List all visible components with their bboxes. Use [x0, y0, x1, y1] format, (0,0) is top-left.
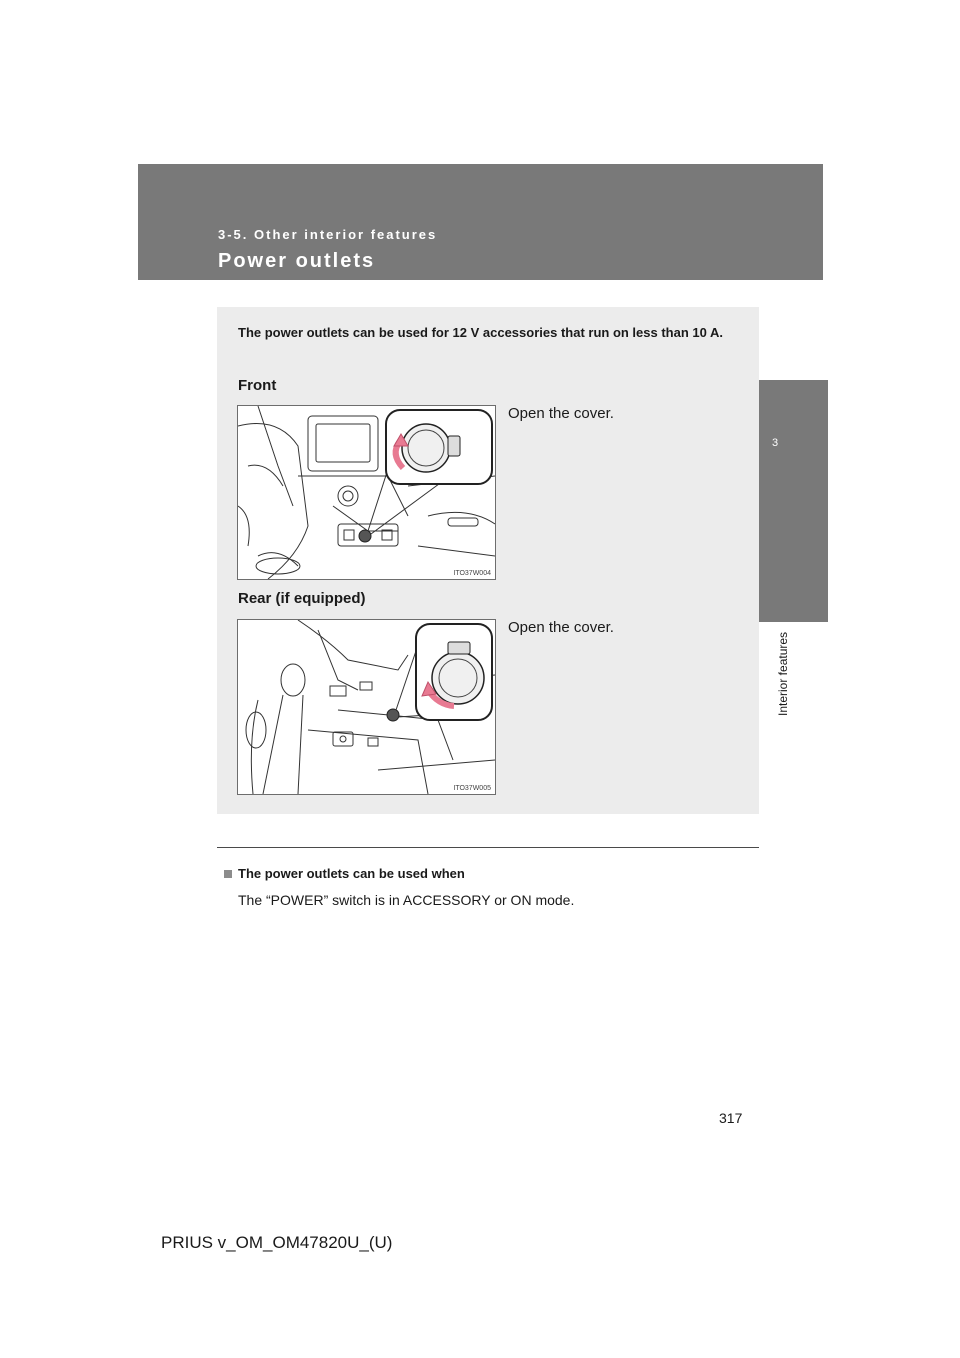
page-title: Power outlets: [218, 250, 376, 272]
note-body: The “POWER” switch is in ACCESSORY or ON mode.: [238, 892, 575, 908]
square-bullet-icon: [224, 870, 232, 878]
section-label: 3-5. Other interior features: [218, 227, 438, 242]
chapter-tab-number: 3: [772, 437, 779, 449]
chapter-tab-label: Interior features: [776, 632, 790, 717]
front-heading: Front: [238, 377, 277, 394]
front-instruction: Open the cover.: [508, 405, 614, 422]
front-figure-code: ITO37W004: [453, 570, 491, 577]
rear-outlet-illustration: [237, 619, 496, 795]
note-heading: [224, 866, 465, 881]
note-heading-text: The power outlets can be used when: [238, 866, 465, 881]
front-outlet-illustration: [237, 405, 496, 580]
footer-document-code: PRIUS v_OM_OM47820U_(U): [161, 1233, 393, 1252]
rear-console-drawing: [238, 620, 495, 794]
section-divider: [217, 847, 759, 848]
rear-heading: Rear (if equipped): [238, 590, 366, 607]
intro-text: The power outlets can be used for 12 V accessories that run on less than 10 A.: [238, 325, 723, 340]
chapter-tab: [758, 380, 828, 622]
rear-figure-code: ITO37W005: [453, 785, 491, 792]
front-dashboard-drawing: [238, 406, 495, 579]
rear-instruction: Open the cover.: [508, 619, 614, 636]
page-number: 317: [719, 1110, 743, 1126]
